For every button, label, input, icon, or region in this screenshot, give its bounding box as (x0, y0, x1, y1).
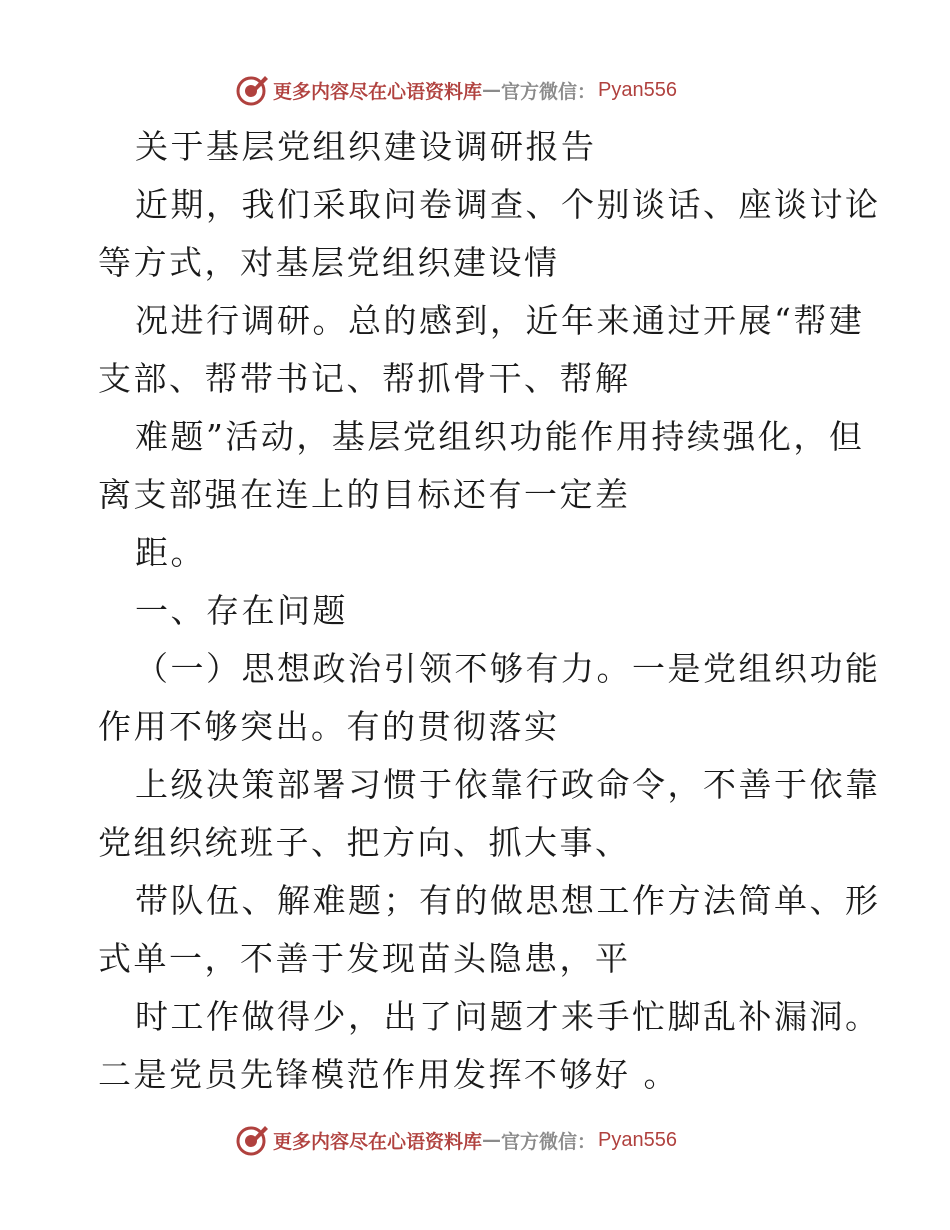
section-heading: 一、存在问题 (135, 591, 348, 630)
text-line: 等方式，对基层党组织建设情 (98, 243, 560, 282)
header-watermark (235, 72, 677, 108)
text-line: 近期，我们采取问卷调查、个别谈话、座谈讨论 (135, 185, 881, 224)
watermark-label: 官方微信： (501, 1130, 597, 1153)
text-line: 上级决策部署习惯于依靠行政命令，不善于依靠 (135, 765, 881, 804)
text-line: 式单一，不善于发现苗头隐患，平 (98, 939, 631, 978)
watermark-wechat-id: Pyan556 (598, 78, 677, 101)
watermark-dash: — (482, 79, 502, 101)
text-line: 作用不够突出。有的贯彻落实 (98, 707, 560, 746)
text-line: 时工作做得少，出了问题才来手忙脚乱补漏洞。 (135, 997, 881, 1036)
text-line: 带队伍、解难题；有的做思想工作方法简单、形 (135, 881, 881, 920)
document-title: 关于基层党组织建设调研报告 (135, 127, 597, 166)
pen-logo-icon (235, 1123, 269, 1157)
watermark-wechat-id: Pyan556 (598, 1128, 677, 1151)
watermark-label: 官方微信： (501, 80, 597, 103)
footer-watermark (235, 1122, 677, 1158)
text-line: 距。 (135, 533, 206, 572)
watermark-title: 更多内容尽在心语资料库 (273, 1130, 483, 1153)
watermark-dash: — (482, 1129, 502, 1151)
text-line: 支部、帮带书记、帮抓骨干、帮解 (98, 359, 631, 398)
subsection-heading: （一）思想政治引领不够有力。一是党组织功能 (135, 649, 881, 688)
text-line: 离支部强在连上的目标还有一定差 (98, 475, 631, 514)
document-body (98, 118, 881, 1104)
text-line: 况进行调研。总的感到，近年来通过开展“帮建 (135, 301, 865, 340)
pen-logo-icon (235, 73, 269, 107)
text-line: 二是党员先锋模范作用发挥不够好 。 (98, 1055, 679, 1094)
text-line: 难题”活动，基层党组织功能作用持续强化，但 (135, 417, 865, 456)
text-line: 党组织统班子、把方向、抓大事、 (98, 823, 631, 862)
watermark-title: 更多内容尽在心语资料库 (273, 80, 483, 103)
